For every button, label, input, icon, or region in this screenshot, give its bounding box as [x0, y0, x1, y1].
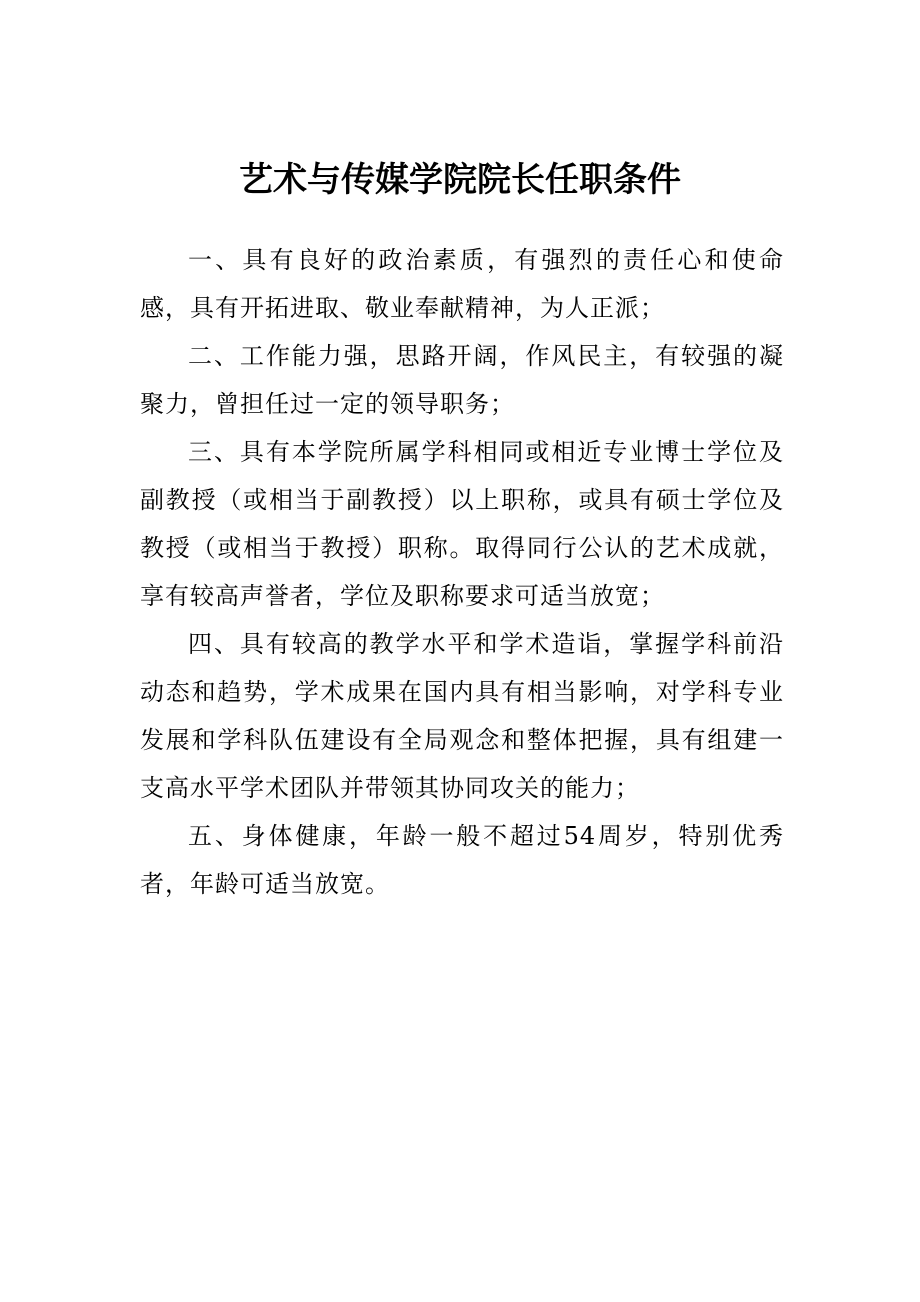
- paragraph-1: 一、具有良好的政治素质，有强烈的责任心和使命感，具有开拓进取、敬业奉献精神，为人正派；: [140, 246, 784, 322]
- paragraph-2: 二、工作能力强，思路开阔，作风民主，有较强的凝聚力，曾担任过一定的领导职务；: [140, 342, 784, 418]
- paragraph-5: 五、身体健康，年龄一般不超过54周岁，特别优秀者，年龄可适当放宽。: [140, 822, 784, 898]
- document-body: [140, 236, 784, 908]
- document-title: 艺术与传媒学院院长任职条件: [239, 160, 681, 200]
- paragraph-4: 四、具有较高的教学水平和学术造诣，掌握学科前沿动态和趋势，学术成果在国内具有相当影响，对学科专业发展和学科队伍建设有全局观念和整体把握，具有组建一支高水平学术团队并带领其协同攻关的能力；: [140, 630, 784, 802]
- paragraph-3: 三、具有本学院所属学科相同或相近专业博士学位及副教授（或相当于副教授）以上职称，或具有硕士学位及教授（或相当于教授）职称。取得同行公认的艺术成就，享有较高声誉者，学位及职称要求可适当放宽；: [140, 438, 784, 610]
